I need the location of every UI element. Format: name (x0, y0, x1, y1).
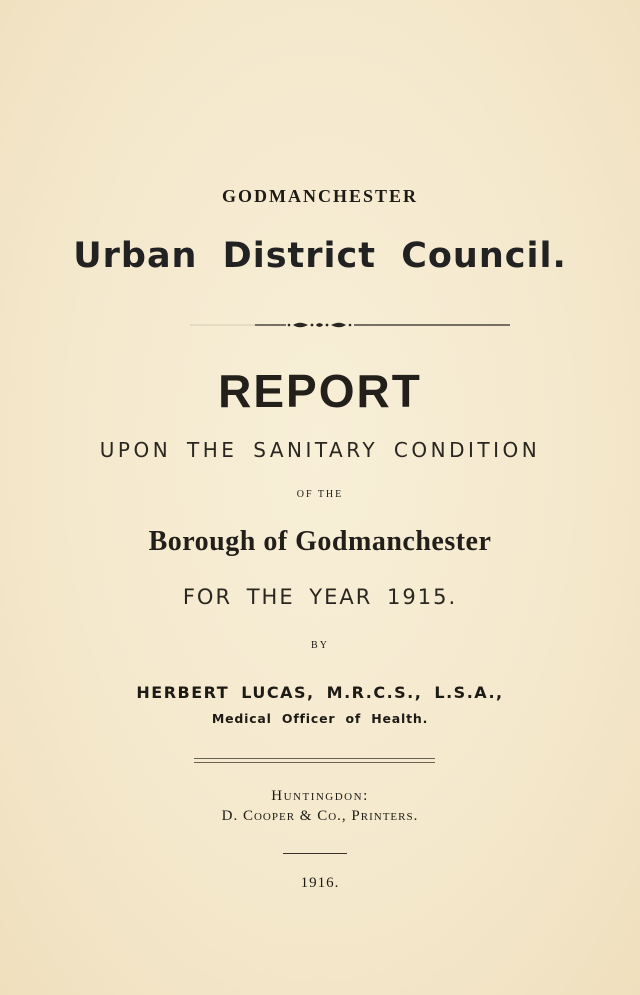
short-rule-divider (283, 853, 347, 854)
report-subject: UPON THE SANITARY CONDITION (99, 438, 541, 462)
by-connector: BY (311, 640, 329, 651)
author-name: HERBERT LUCAS, M.R.C.S., L.S.A., (136, 683, 504, 702)
of-the-connector: OF THE (296, 489, 344, 500)
report-year: FOR THE YEAR 1915. (182, 585, 458, 609)
printer-name: D. Cooper & Co., Printers. (221, 808, 419, 824)
publication-year: 1916. (300, 875, 340, 891)
double-rule-divider (194, 758, 435, 763)
council-heading: Urban District Council. (73, 236, 567, 276)
borough-title: Borough of Godmanchester (148, 526, 492, 557)
ornamental-divider (190, 316, 510, 336)
author-role: Medical Officer of Health. (211, 711, 429, 726)
borough-name-heading: GODMANCHESTER (221, 186, 418, 206)
report-title: REPORT (218, 365, 422, 417)
publication-place: Huntingdon: (271, 788, 369, 804)
